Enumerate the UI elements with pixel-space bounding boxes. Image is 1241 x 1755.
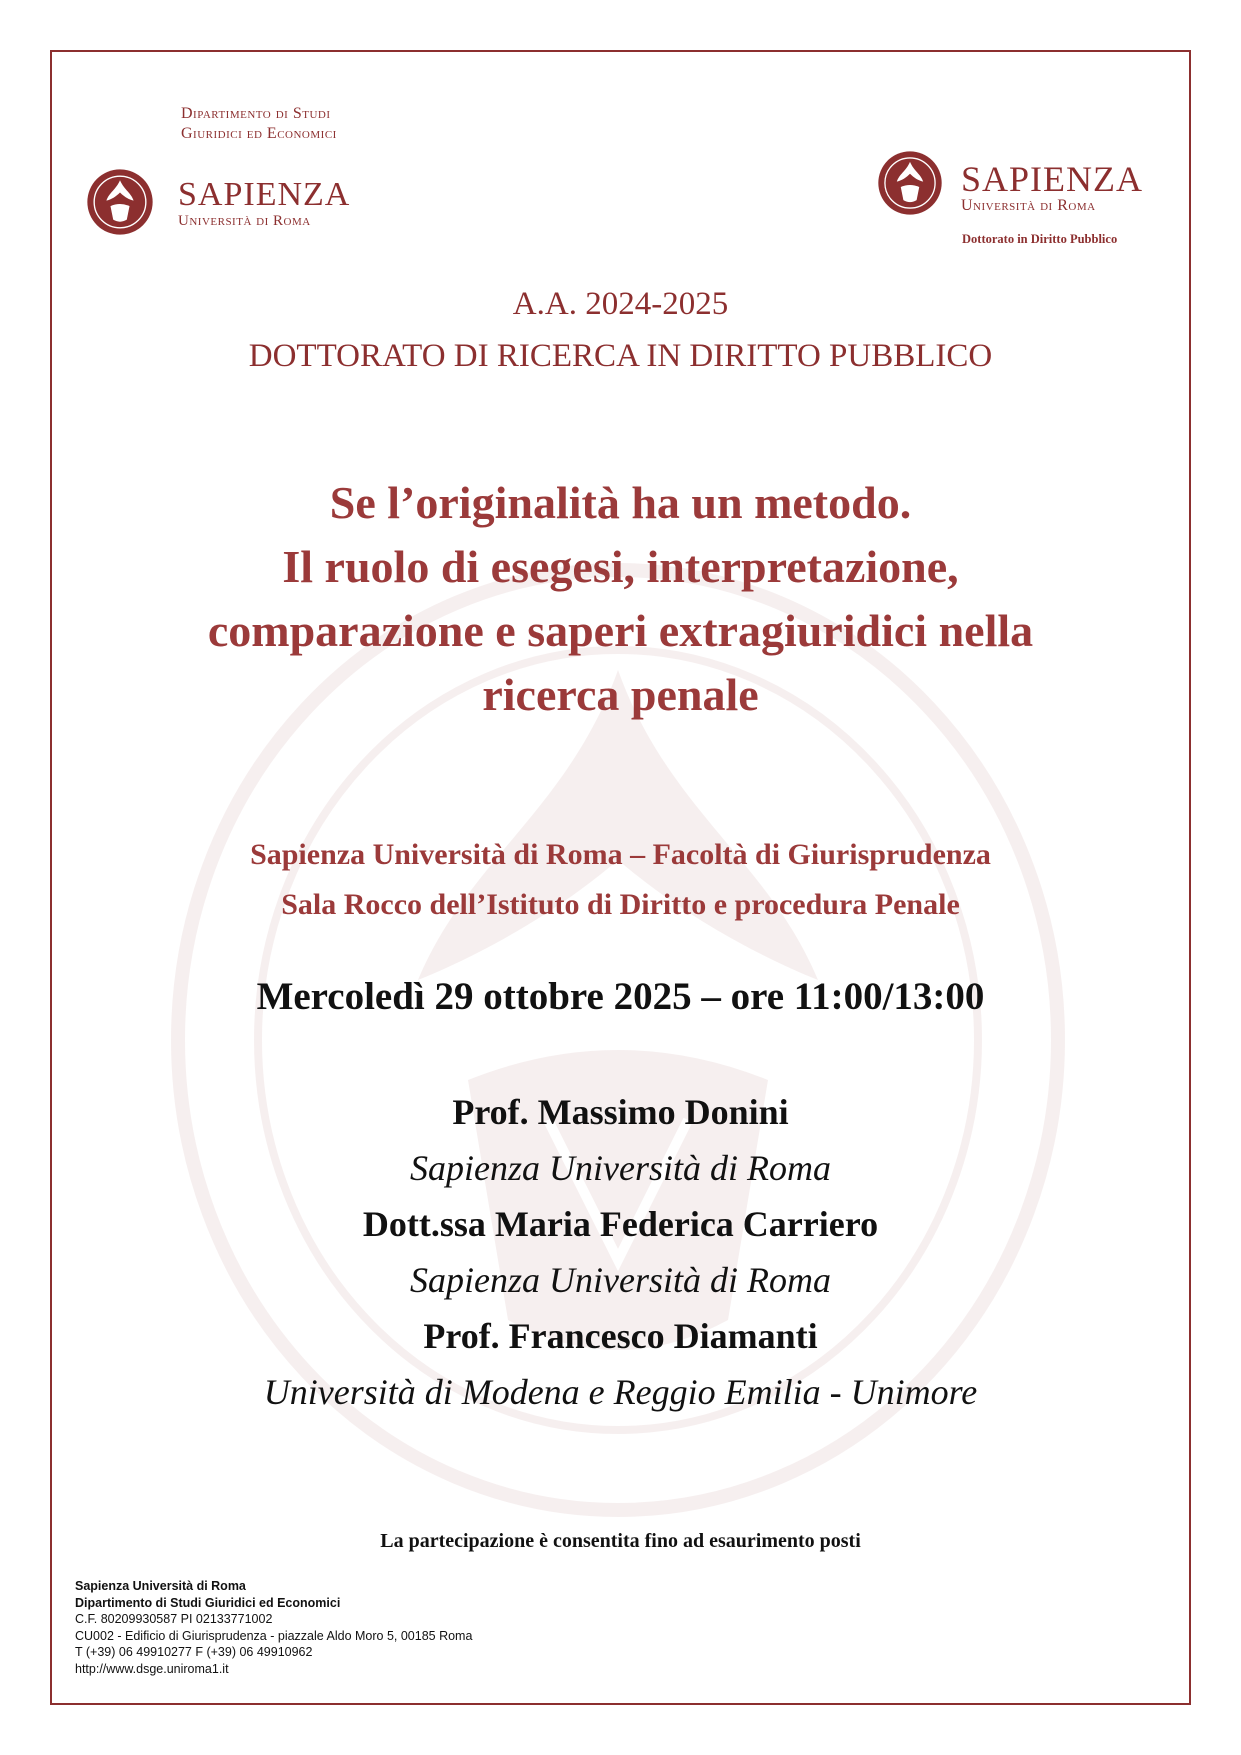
brand-name: SAPIENZA <box>178 176 351 213</box>
brand-right <box>961 161 1143 215</box>
event-title-line: Il ruolo di esegesi, interpretazione, <box>282 541 959 592</box>
speaker-affiliation: Sapienza Università di Roma <box>410 1148 831 1188</box>
venue <box>50 830 1191 930</box>
sapienza-seal-icon <box>877 150 943 216</box>
event-title-line: Se l’originalità ha un metodo. <box>329 477 912 528</box>
speaker-name: Dott.ssa Maria Federica Carriero <box>362 1204 879 1244</box>
footer-line: Sapienza Università di Roma <box>75 1579 246 1593</box>
participation-note: La partecipazione è consentita fino ad esaurimento posti <box>380 1530 861 1552</box>
speakers-list <box>50 1084 1191 1420</box>
sapienza-seal-icon <box>86 168 154 236</box>
brand-left <box>178 178 350 230</box>
footer-line: C.F. 80209930587 PI 02133771002 <box>75 1612 273 1626</box>
speaker-affiliation: Sapienza Università di Roma <box>410 1260 831 1300</box>
footer-line: CU002 - Edificio di Giurisprudenza - piazzale Aldo Moro 5, 00185 Roma <box>75 1628 473 1643</box>
venue-line2: Sala Rocco dell’Istituto di Diritto e procedura Penale <box>281 888 960 921</box>
brand-subtitle: Università di Roma <box>961 197 1096 214</box>
academic-year: A.A. 2024-2025 <box>512 286 729 322</box>
event-title <box>50 471 1191 727</box>
event-date-time: Mercoledì 29 ottobre 2025 – ore 11:00/13:00 <box>256 975 985 1018</box>
footer-line: Dipartimento di Studi Giuridici ed Economici <box>75 1595 341 1610</box>
brand-name: SAPIENZA <box>961 159 1144 199</box>
phd-program: DOTTORATO DI RICERCA IN DIRITTO PUBBLICO <box>248 338 993 374</box>
footer-contact <box>75 1578 472 1677</box>
department-line1: Dipartimento di Studi <box>181 105 331 122</box>
program-label: Dottorato in Diritto Pubblico <box>962 232 1118 246</box>
event-title-line: comparazione e saperi extragiuridici nella <box>207 605 1034 656</box>
brand-subtitle: Università di Roma <box>178 213 311 229</box>
speaker-name: Prof. Francesco Diamanti <box>423 1316 818 1356</box>
footer-website-link[interactable]: http://www.dsge.uniroma1.it <box>75 1661 229 1676</box>
event-title-line: ricerca penale <box>482 669 759 720</box>
speaker-name: Prof. Massimo Donini <box>452 1092 789 1132</box>
department-line2: Giuridici ed Economici <box>181 125 337 142</box>
venue-line1: Sapienza Università di Roma – Facoltà di Giurisprudenza <box>250 838 991 871</box>
department-name <box>181 104 337 144</box>
footer-line: T (+39) 06 49910277 F (+39) 06 49910962 <box>75 1645 313 1659</box>
speaker-affiliation: Università di Modena e Reggio Emilia - Unimore <box>263 1372 978 1412</box>
